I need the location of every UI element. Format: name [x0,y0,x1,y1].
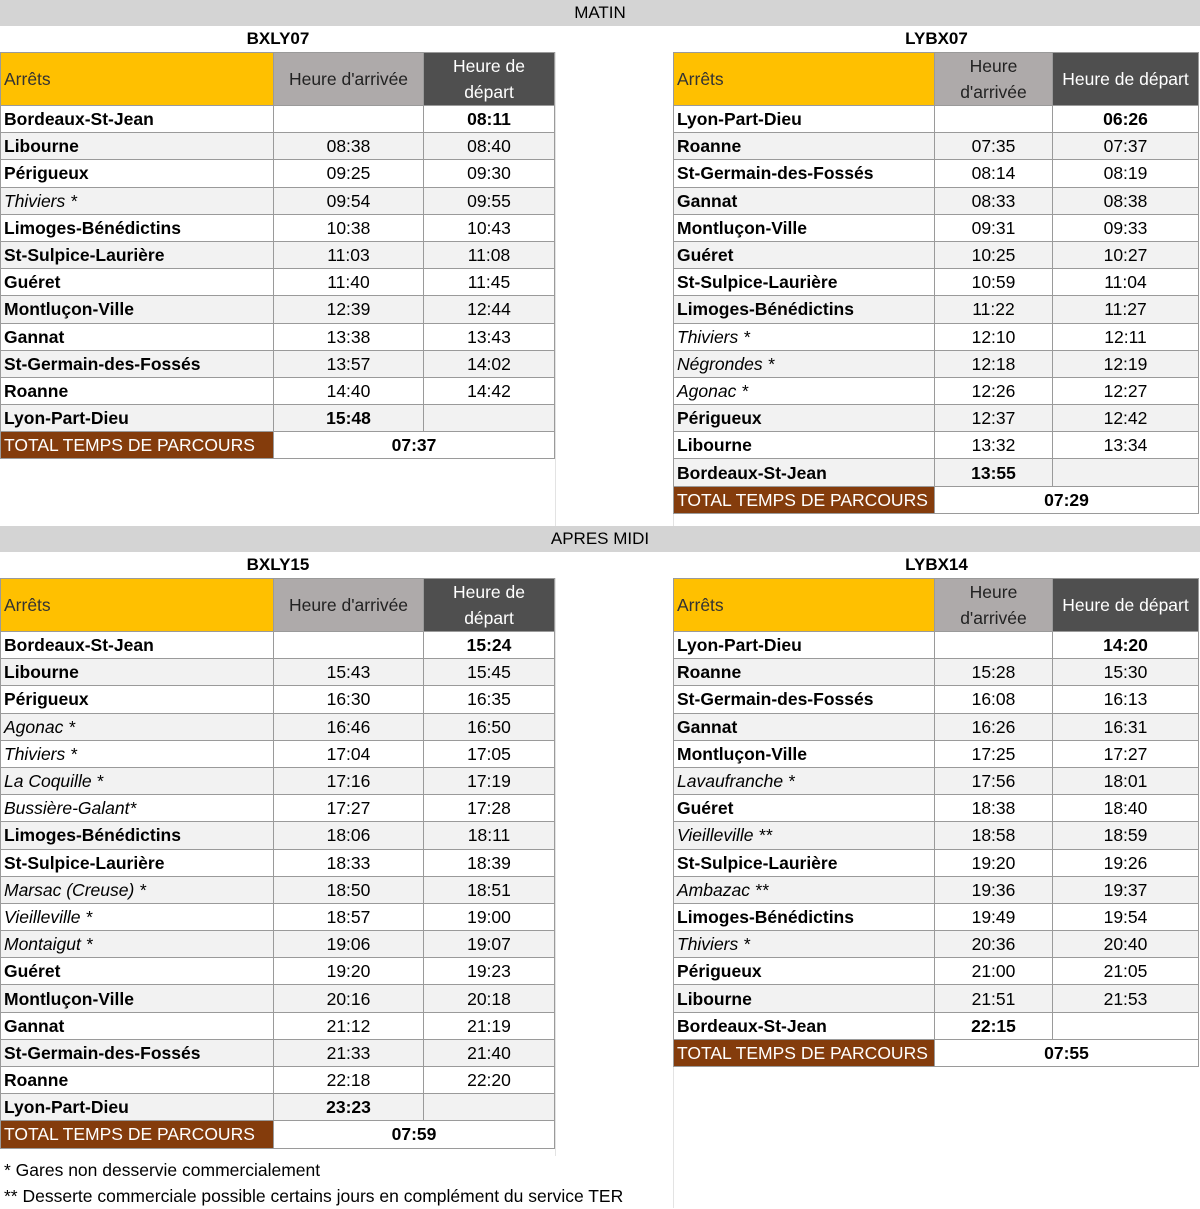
header-arrival-time: Heure d'arrivée [935,579,1053,632]
departure-time: 16:50 [424,713,555,740]
station-name: Roanne [1,1067,274,1094]
total-travel-time-row [674,486,1199,513]
station-name: Libourne [674,985,935,1012]
timetable-row [674,1012,1199,1039]
timetable [673,578,1199,1067]
departure-time: 13:43 [424,323,555,350]
timetable-row [674,876,1199,903]
arrival-time: 18:38 [935,795,1053,822]
arrival-time: 19:06 [274,931,424,958]
train-number: LYBX07 [905,29,968,48]
station-name: St-Sulpice-Laurière [674,849,935,876]
station-name: Négrondes * [674,350,935,377]
station-name: Périgueux [1,160,274,187]
station-name: Bordeaux-St-Jean [674,1012,935,1039]
train-number: LYBX14 [905,555,968,574]
arrival-time: 18:33 [274,849,424,876]
departure-time: 12:27 [1053,377,1199,404]
station-name: Libourne [674,432,935,459]
station-name: Bordeaux-St-Jean [1,632,274,659]
station-name: Thiviers * [674,323,935,350]
station-name: Libourne [1,133,274,160]
arrival-time: 08:33 [935,187,1053,214]
timetable-row [674,849,1199,876]
station-name: St-Germain-des-Fossés [674,686,935,713]
departure-time: 14:42 [424,377,555,404]
timetable-row [1,187,555,214]
header-departure-time: Heure de départ [1053,53,1199,106]
departure-time: 11:45 [424,269,555,296]
timetable-row [1,1067,555,1094]
section-band-apres-midi [0,526,1200,552]
station-name: Thiviers * [674,931,935,958]
timetable-row [674,350,1199,377]
arrival-time: 19:36 [935,876,1053,903]
train-number: BXLY07 [246,29,310,48]
departure-time: 11:08 [424,241,555,268]
arrival-time: 11:22 [935,296,1053,323]
train-timetable-bxly15 [0,552,556,1149]
section-title: MATIN [574,3,626,22]
departure-time: 19:37 [1053,876,1199,903]
station-name: Montluçon-Ville [674,740,935,767]
arrival-time: 12:18 [935,350,1053,377]
timetable-row [674,269,1199,296]
station-name: St-Germain-des-Fossés [1,350,274,377]
arrival-time: 22:18 [274,1067,424,1094]
departure-time: 21:05 [1053,958,1199,985]
train-timetable-lybx14 [673,552,1200,1067]
departure-time: 21:53 [1053,985,1199,1012]
station-name: Agonac * [674,377,935,404]
station-name: Gannat [1,1012,274,1039]
timetable-row [674,133,1199,160]
arrival-time: 21:51 [935,985,1053,1012]
departure-time: 18:11 [424,822,555,849]
departure-time: 09:33 [1053,214,1199,241]
station-name: Libourne [1,659,274,686]
arrival-time: 19:20 [935,849,1053,876]
arrival-time: 14:40 [274,377,424,404]
timetable-row [1,659,555,686]
departure-time: 13:34 [1053,432,1199,459]
timetable-row [674,931,1199,958]
timetable-row [674,822,1199,849]
arrival-time: 22:15 [935,1012,1053,1039]
departure-time: 12:42 [1053,405,1199,432]
arrival-time: 17:56 [935,767,1053,794]
station-name: Limoges-Bénédictins [1,214,274,241]
station-name: Guéret [1,269,274,296]
station-name: St-Sulpice-Laurière [1,241,274,268]
timetable [0,52,555,459]
footnote-double-star [4,1183,623,1209]
timetable-row [1,133,555,160]
arrival-time: 12:39 [274,296,424,323]
station-name: St-Germain-des-Fossés [1,1039,274,1066]
departure-time: 14:20 [1053,632,1199,659]
station-name: Montluçon-Ville [1,985,274,1012]
departure-time: 15:45 [424,659,555,686]
header-departure-time: Heure de départ [424,579,555,632]
arrival-time: 18:06 [274,822,424,849]
timetable-row [674,160,1199,187]
arrival-time: 16:26 [935,713,1053,740]
departure-time: 11:27 [1053,296,1199,323]
arrival-time: 21:33 [274,1039,424,1066]
total-travel-time-value: 07:55 [935,1039,1199,1066]
departure-time: 18:51 [424,876,555,903]
timetable-row [1,1094,555,1121]
total-travel-time-row [1,1121,555,1148]
arrival-time: 15:43 [274,659,424,686]
arrival-time: 17:16 [274,767,424,794]
departure-time: 10:27 [1053,241,1199,268]
arrival-time: 08:38 [274,133,424,160]
timetable-row [1,350,555,377]
station-name: Montluçon-Ville [1,296,274,323]
station-name: Thiviers * [1,740,274,767]
timetable [673,52,1199,514]
timetable-row [674,767,1199,794]
timetable-row [1,849,555,876]
total-travel-time-label: TOTAL TEMPS DE PARCOURS [674,486,935,513]
departure-time: 17:27 [1053,740,1199,767]
station-name: Guéret [674,795,935,822]
timetable-row [674,323,1199,350]
departure-time: 18:59 [1053,822,1199,849]
timetable-row [1,931,555,958]
arrival-time: 21:12 [274,1012,424,1039]
timetable-row [674,958,1199,985]
station-name: Marsac (Creuse) * [1,876,274,903]
departure-time: 08:38 [1053,187,1199,214]
section-title: APRES MIDI [550,529,650,548]
timetable-row [1,377,555,404]
arrival-time [274,106,424,133]
station-name: Lyon-Part-Dieu [1,1094,274,1121]
timetable-row [1,269,555,296]
arrival-time: 21:00 [935,958,1053,985]
departure-time: 15:24 [424,632,555,659]
station-name: Montaigut * [1,931,274,958]
station-name: Périgueux [674,405,935,432]
station-name: Lavaufranche * [674,767,935,794]
timetable-row [1,903,555,930]
departure-time: 16:35 [424,686,555,713]
departure-time: 16:13 [1053,686,1199,713]
timetable-row [1,106,555,133]
station-name: Gannat [674,187,935,214]
station-name: Bordeaux-St-Jean [674,459,935,486]
timetable-header-row [1,53,555,106]
arrival-time: 09:54 [274,187,424,214]
arrival-time: 10:25 [935,241,1053,268]
timetable-row [674,187,1199,214]
header-arrival-time: Heure d'arrivée [274,579,424,632]
arrival-time: 20:16 [274,985,424,1012]
total-travel-time-value: 07:37 [274,432,555,459]
arrival-time [274,632,424,659]
arrival-time: 10:59 [935,269,1053,296]
departure-time: 19:26 [1053,849,1199,876]
departure-time: 09:55 [424,187,555,214]
departure-time: 07:37 [1053,133,1199,160]
arrival-time: 19:49 [935,903,1053,930]
station-name: St-Sulpice-Laurière [674,269,935,296]
station-name: Bussière-Galant* [1,795,274,822]
header-stops: Arrêts [1,53,274,106]
timetable-row [674,241,1199,268]
station-name: St-Germain-des-Fossés [674,160,935,187]
total-travel-time-value: 07:59 [274,1121,555,1148]
total-travel-time-label: TOTAL TEMPS DE PARCOURS [1,432,274,459]
arrival-time: 13:32 [935,432,1053,459]
total-travel-time-label: TOTAL TEMPS DE PARCOURS [674,1039,935,1066]
arrival-time: 11:40 [274,269,424,296]
timetable-row [674,632,1199,659]
departure-time: 11:04 [1053,269,1199,296]
timetable-row [1,160,555,187]
footnote-text: ** Desserte commerciale possible certains jours en complément du service TER [4,1186,624,1206]
timetable-row [674,459,1199,486]
train-timetable-bxly07 [0,26,556,459]
timetable-row [1,686,555,713]
departure-time: 19:23 [424,958,555,985]
train-timetable-lybx07 [673,26,1200,514]
timetable-row [1,323,555,350]
departure-time: 15:30 [1053,659,1199,686]
timetable-row [1,1039,555,1066]
total-travel-time-label: TOTAL TEMPS DE PARCOURS [1,1121,274,1148]
station-name: Lyon-Part-Dieu [674,106,935,133]
arrival-time: 10:38 [274,214,424,241]
header-stops: Arrêts [674,53,935,106]
station-name: Périgueux [674,958,935,985]
footnote-single-star [4,1157,320,1183]
station-name: Limoges-Bénédictins [674,296,935,323]
station-name: La Coquille * [1,767,274,794]
departure-time: 18:01 [1053,767,1199,794]
departure-time [424,1094,555,1121]
timetable-row [674,377,1199,404]
header-departure-time: Heure de départ [1053,579,1199,632]
timetable-row [674,686,1199,713]
arrival-time: 13:55 [935,459,1053,486]
timetable-header-row [674,579,1199,632]
train-number: BXLY15 [246,555,310,574]
timetable-row [1,795,555,822]
departure-time: 21:40 [424,1039,555,1066]
timetable-row [1,214,555,241]
departure-time: 12:44 [424,296,555,323]
timetable-row [674,795,1199,822]
station-name: Vieilleville ** [674,822,935,849]
timetable-row [674,432,1199,459]
timetable-row [1,405,555,432]
timetable-row [1,740,555,767]
footnote-text: * Gares non desservie commercialement [4,1160,321,1180]
header-stops: Arrêts [674,579,935,632]
departure-time: 08:19 [1053,160,1199,187]
timetable-row [1,958,555,985]
arrival-time: 18:58 [935,822,1053,849]
station-name: Gannat [674,713,935,740]
departure-time: 08:11 [424,106,555,133]
total-travel-time-value: 07:29 [935,486,1199,513]
departure-time: 19:00 [424,903,555,930]
station-name: Roanne [674,659,935,686]
station-name: Périgueux [1,686,274,713]
arrival-time: 09:31 [935,214,1053,241]
arrival-time: 12:26 [935,377,1053,404]
station-name: Guéret [1,958,274,985]
departure-time: 20:40 [1053,931,1199,958]
arrival-time: 08:14 [935,160,1053,187]
total-travel-time-row [1,432,555,459]
departure-time: 19:54 [1053,903,1199,930]
timetable-row [1,822,555,849]
arrival-time: 12:37 [935,405,1053,432]
header-departure-time: Heure de départ [424,53,555,106]
station-name: Ambazac ** [674,876,935,903]
arrival-time: 23:23 [274,1094,424,1121]
arrival-time: 13:57 [274,350,424,377]
section-band-matin [0,0,1200,26]
timetable-row [1,241,555,268]
departure-time: 16:31 [1053,713,1199,740]
timetable-row [674,405,1199,432]
total-travel-time-row [674,1039,1199,1066]
departure-time: 10:43 [424,214,555,241]
arrival-time: 17:27 [274,795,424,822]
timetable-row [674,740,1199,767]
arrival-time: 11:03 [274,241,424,268]
arrival-time: 16:30 [274,686,424,713]
station-name: Gannat [1,323,274,350]
station-name: Lyon-Part-Dieu [1,405,274,432]
arrival-time: 16:46 [274,713,424,740]
station-name: Lyon-Part-Dieu [674,632,935,659]
timetable-row [1,985,555,1012]
station-name: Roanne [674,133,935,160]
arrival-time: 07:35 [935,133,1053,160]
departure-time: 09:30 [424,160,555,187]
station-name: Guéret [674,241,935,268]
timetable-header-row [1,579,555,632]
header-arrival-time: Heure d'arrivée [935,53,1053,106]
departure-time: 08:40 [424,133,555,160]
timetable-row [1,713,555,740]
departure-time: 19:07 [424,931,555,958]
departure-time: 06:26 [1053,106,1199,133]
station-name: Thiviers * [1,187,274,214]
arrival-time: 18:57 [274,903,424,930]
departure-time: 21:19 [424,1012,555,1039]
departure-time: 18:40 [1053,795,1199,822]
timetable-row [1,767,555,794]
arrival-time: 15:48 [274,405,424,432]
station-name: Montluçon-Ville [674,214,935,241]
departure-time: 20:18 [424,985,555,1012]
timetable-header-row [674,53,1199,106]
arrival-time: 18:50 [274,876,424,903]
timetable-row [674,106,1199,133]
departure-time: 12:11 [1053,323,1199,350]
station-name: St-Sulpice-Laurière [1,849,274,876]
header-arrival-time: Heure d'arrivée [274,53,424,106]
departure-time: 18:39 [424,849,555,876]
departure-time: 17:19 [424,767,555,794]
arrival-time: 17:25 [935,740,1053,767]
timetable-row [1,1012,555,1039]
departure-time [1053,459,1199,486]
station-name: Vieilleville * [1,903,274,930]
station-name: Bordeaux-St-Jean [1,106,274,133]
timetable-row [674,659,1199,686]
timetable [0,578,555,1149]
station-name: Limoges-Bénédictins [674,903,935,930]
header-stops: Arrêts [1,579,274,632]
arrival-time [935,632,1053,659]
timetable-row [1,632,555,659]
departure-time [1053,1012,1199,1039]
arrival-time [935,106,1053,133]
arrival-time: 09:25 [274,160,424,187]
departure-time: 17:05 [424,740,555,767]
timetable-row [674,296,1199,323]
departure-time [424,405,555,432]
arrival-time: 15:28 [935,659,1053,686]
timetable-row [674,713,1199,740]
station-name: Agonac * [1,713,274,740]
departure-time: 12:19 [1053,350,1199,377]
timetable-row [1,296,555,323]
station-name: Roanne [1,377,274,404]
timetable-row [674,214,1199,241]
timetable-row [674,985,1199,1012]
station-name: Limoges-Bénédictins [1,822,274,849]
arrival-time: 20:36 [935,931,1053,958]
departure-time: 17:28 [424,795,555,822]
arrival-time: 12:10 [935,323,1053,350]
arrival-time: 13:38 [274,323,424,350]
arrival-time: 16:08 [935,686,1053,713]
departure-time: 22:20 [424,1067,555,1094]
departure-time: 14:02 [424,350,555,377]
timetable-row [1,876,555,903]
timetable-row [674,903,1199,930]
arrival-time: 19:20 [274,958,424,985]
arrival-time: 17:04 [274,740,424,767]
